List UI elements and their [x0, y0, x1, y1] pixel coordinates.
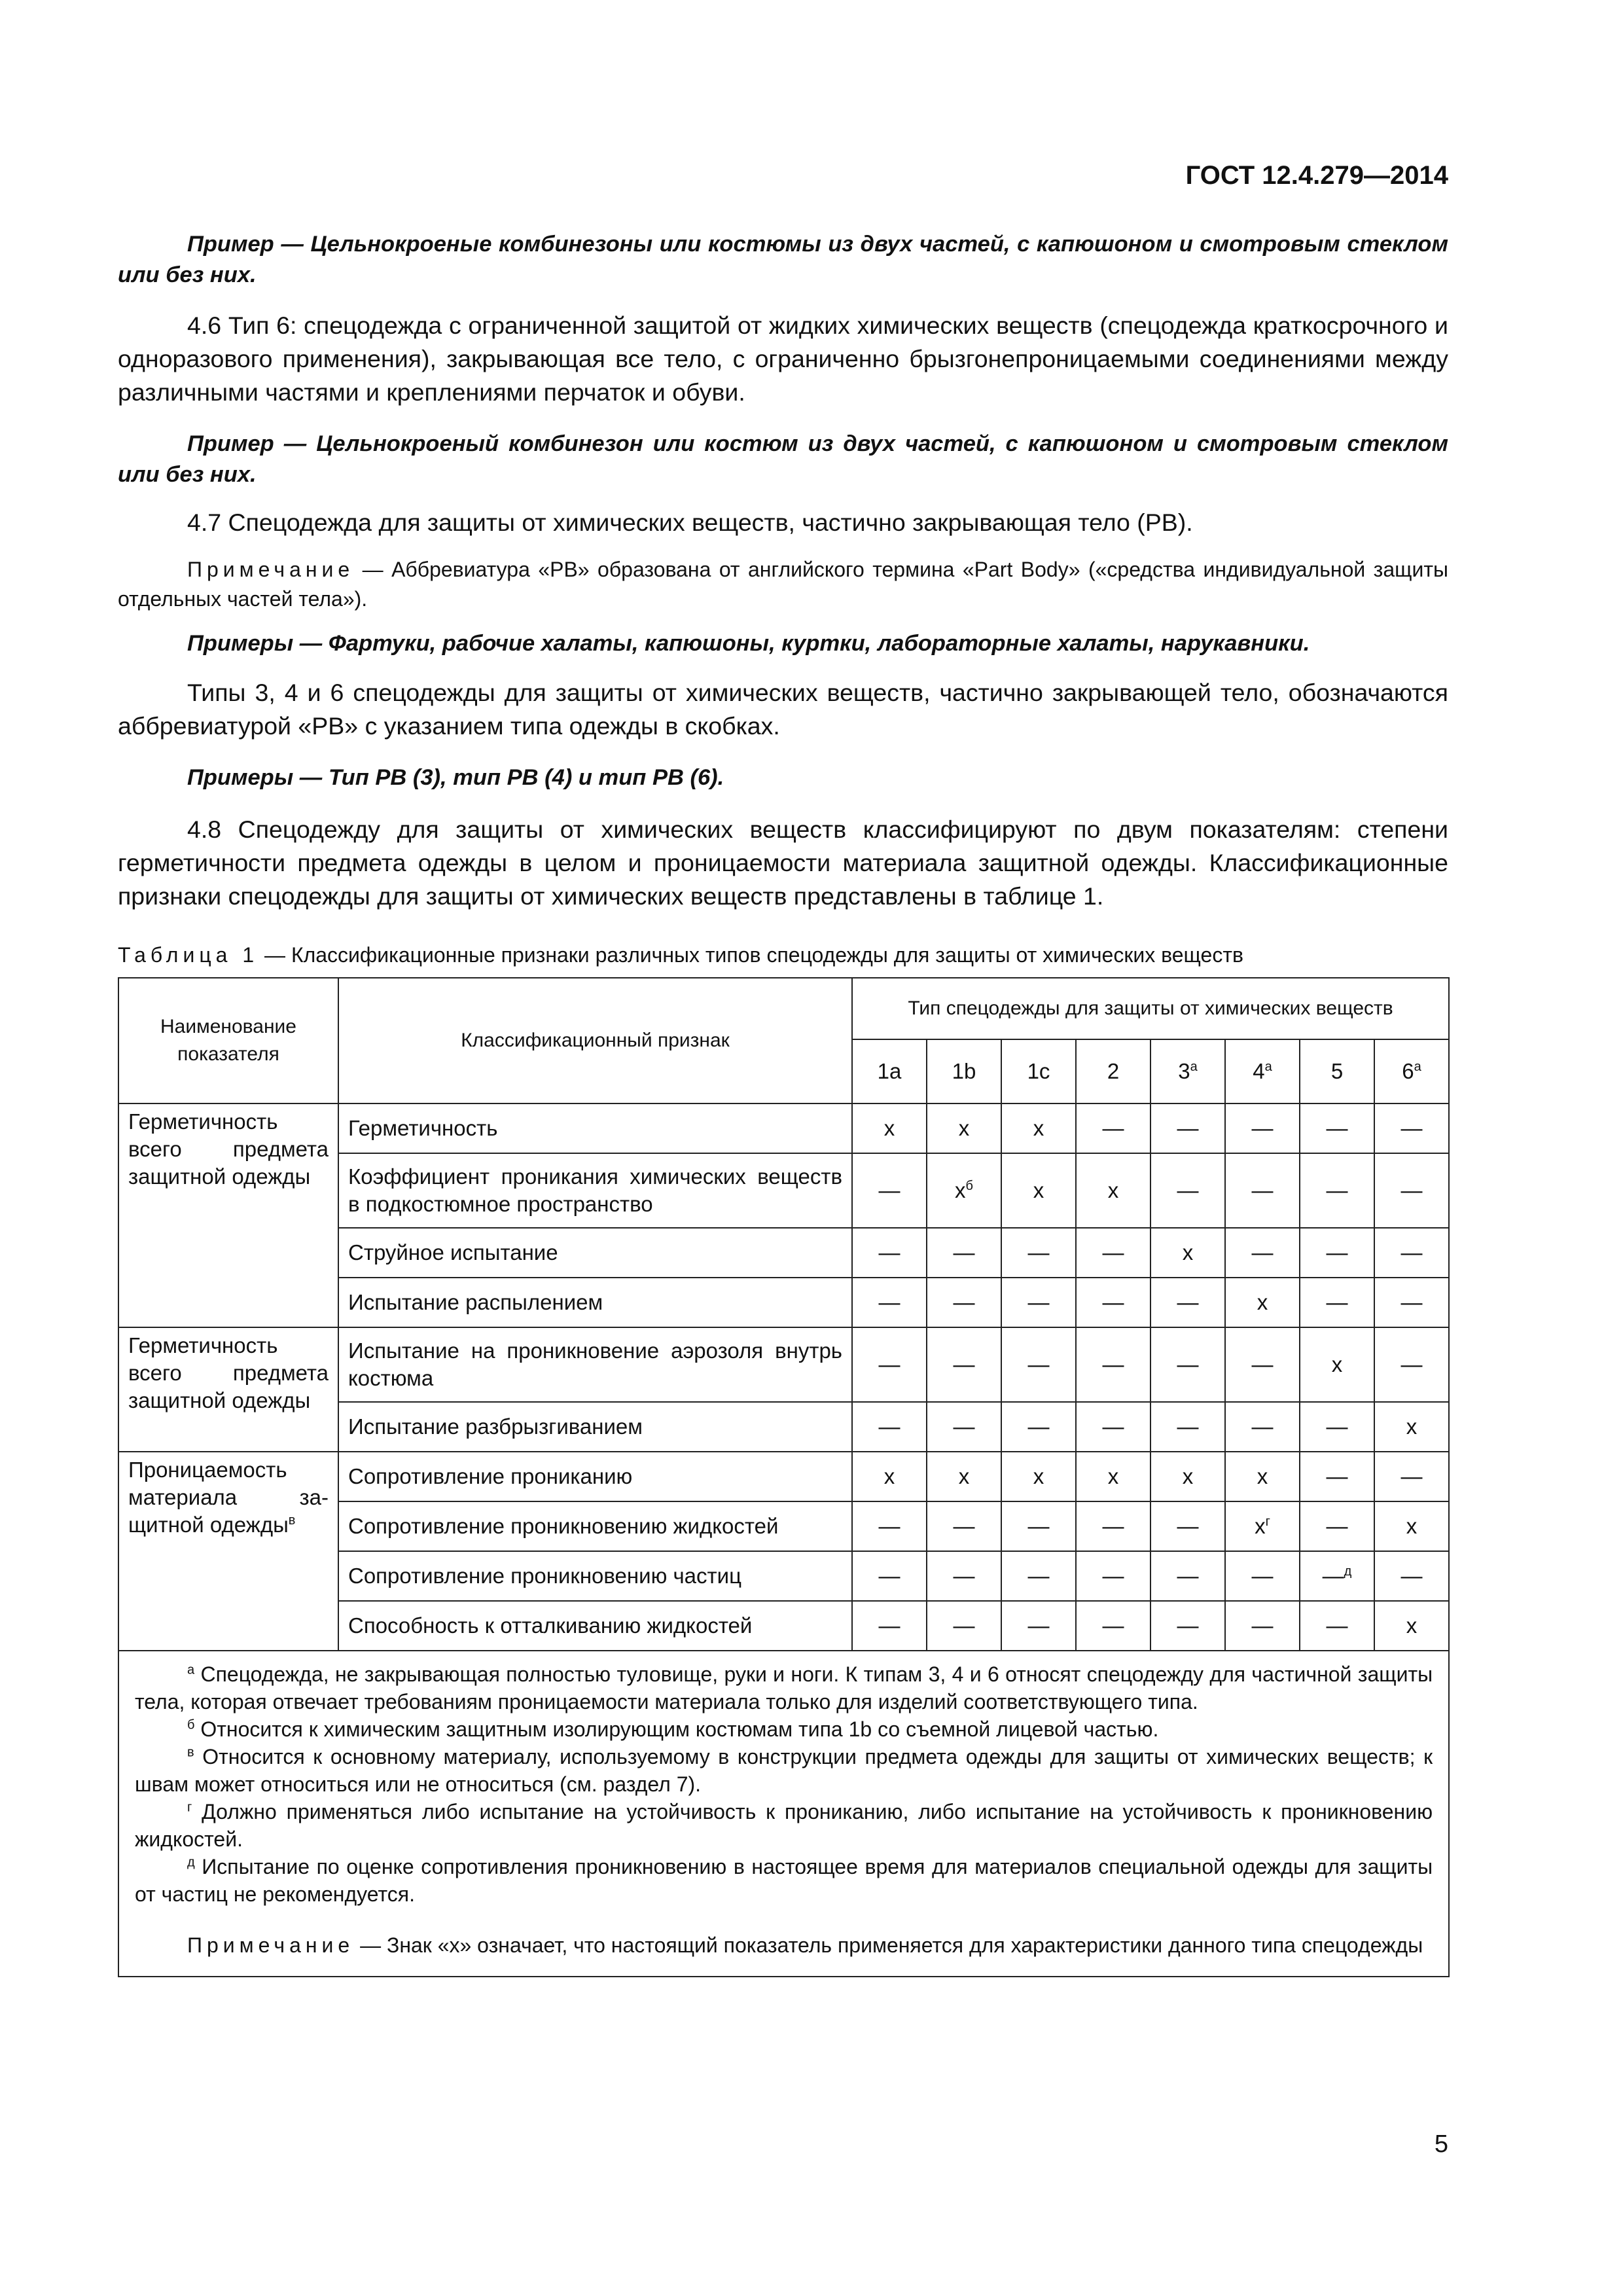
footnote-mark: в	[187, 1745, 194, 1760]
type-value: —	[953, 1290, 975, 1314]
type-value-cell	[1225, 1327, 1300, 1402]
type-value: —	[953, 1414, 975, 1439]
type-value: —	[953, 1613, 975, 1638]
type-value-cell	[1001, 1228, 1076, 1278]
table-row	[118, 1452, 1449, 1501]
type-value-cell	[1225, 1601, 1300, 1651]
type-value-cell	[927, 1278, 1001, 1327]
type-value: —	[1102, 1352, 1124, 1376]
type-value-cell	[927, 1551, 1001, 1601]
type-value: —	[1177, 1178, 1199, 1202]
type-value-cell	[1150, 1452, 1225, 1501]
type-value: —	[878, 1613, 901, 1638]
note-label: Примечание	[187, 558, 355, 581]
type-value: —	[1326, 1240, 1348, 1265]
indicator-text: Герметичность всего предмета защитной одежды	[128, 1333, 329, 1412]
type-value: —	[878, 1514, 901, 1538]
feature-cell: Струйное испытание	[338, 1228, 852, 1278]
type-value-cell	[1374, 1402, 1449, 1452]
value-footnote-mark: г	[1265, 1515, 1270, 1529]
type-value-cell	[1076, 1551, 1150, 1601]
footnote-mark: а	[187, 1662, 195, 1677]
table-footnotes-cell	[118, 1651, 1449, 1977]
footnotes-list	[135, 1660, 1433, 1908]
type-value-cell	[1001, 1278, 1076, 1327]
table-caption	[118, 941, 1448, 969]
indicator-cell	[118, 1452, 338, 1651]
type-value: —	[1251, 1178, 1274, 1202]
type-header-cell	[1300, 1039, 1374, 1103]
type-value-cell	[1076, 1103, 1150, 1153]
type-value-cell	[1076, 1402, 1150, 1452]
type-value-cell	[852, 1402, 927, 1452]
example-3: Примеры — Фартуки, рабочие халаты, капюшоны, куртки, лабораторные халаты, нарукавники.	[187, 631, 1310, 656]
type-value-cell	[1300, 1601, 1374, 1651]
feature-cell: Способность к отталкиванию жидкостей	[338, 1601, 852, 1651]
type-value: —	[953, 1240, 975, 1265]
type-value: —	[1027, 1613, 1050, 1638]
type-value-cell	[1076, 1452, 1150, 1501]
type-value-cell	[1300, 1153, 1374, 1228]
type-footnote-mark: а	[1264, 1060, 1272, 1074]
indicator-footnote-mark: в	[288, 1513, 296, 1528]
type-value-cell	[1374, 1551, 1449, 1601]
type-value: —	[1102, 1514, 1124, 1538]
type-value-cell	[852, 1103, 927, 1153]
type-value: —	[1102, 1116, 1124, 1140]
classification-table	[118, 977, 1450, 1977]
feature-cell: Сопротивление прониканию	[338, 1452, 852, 1501]
type-value-cell	[1300, 1278, 1374, 1327]
type-value-cell	[1300, 1452, 1374, 1501]
type-value-cell	[1374, 1278, 1449, 1327]
type-value-cell	[1001, 1501, 1076, 1551]
example-1: Пример — Цельнокроеные комбинезоны или костюмы из двух частей, с капюшоном и смотровым стеклом или без них.	[118, 232, 1448, 287]
type-value: —	[878, 1414, 901, 1439]
type-value: x	[1182, 1240, 1194, 1265]
type-value-cell	[1150, 1501, 1225, 1551]
type-code: 3	[1178, 1059, 1190, 1083]
type-code: 1c	[1027, 1059, 1050, 1083]
table-footnotes-row	[118, 1651, 1449, 1977]
feature-cell: Испытание разбрызгиванием	[338, 1402, 852, 1452]
type-value: x	[1406, 1514, 1418, 1538]
type-header-cell	[1001, 1039, 1076, 1103]
type-code: 1b	[952, 1059, 976, 1083]
type-value-cell	[1225, 1153, 1300, 1228]
type-value: —	[1400, 1178, 1423, 1202]
type-value: —	[1400, 1564, 1423, 1588]
type-value: —	[1177, 1514, 1199, 1538]
feature-cell: Испытание на проникновение аэрозоля внутрь костюма	[338, 1327, 852, 1402]
type-value-cell	[1300, 1327, 1374, 1402]
indicator-text: Герметичность всего предмета защитной одежды	[128, 1109, 329, 1189]
indicator-text: Проницаемость материала защитной одежды	[128, 1458, 329, 1537]
type-value: —	[1102, 1564, 1124, 1588]
type-footnote-mark: а	[1190, 1060, 1198, 1074]
type-value: —	[1251, 1564, 1274, 1588]
type-value-cell	[1225, 1228, 1300, 1278]
type-value: x	[1255, 1514, 1266, 1538]
type-value: —	[1177, 1613, 1199, 1638]
type-value-cell	[1001, 1601, 1076, 1651]
type-value: —	[1326, 1613, 1348, 1638]
type-value: —	[878, 1290, 901, 1314]
type-value-cell	[852, 1278, 927, 1327]
type-value-cell	[1150, 1327, 1225, 1402]
type-value-cell	[852, 1452, 927, 1501]
type-value-cell	[1225, 1501, 1300, 1551]
type-value-cell	[927, 1327, 1001, 1402]
type-value-cell	[852, 1601, 927, 1651]
type-value-cell	[1001, 1551, 1076, 1601]
type-value: —	[1027, 1414, 1050, 1439]
type-value: x	[1257, 1290, 1268, 1314]
type-value: x	[1107, 1178, 1119, 1202]
footnote	[135, 1743, 1433, 1798]
type-value: x	[1033, 1116, 1044, 1140]
type-code: 2	[1107, 1059, 1120, 1083]
type-value-cell	[852, 1501, 927, 1551]
feature-cell: Герметичность	[338, 1103, 852, 1153]
type-value: —	[1400, 1352, 1423, 1376]
type-value: —	[1102, 1290, 1124, 1314]
type-header-cell	[1076, 1039, 1150, 1103]
type-value-cell	[852, 1327, 927, 1402]
type-value: x	[1107, 1464, 1119, 1488]
type-value: x	[1033, 1464, 1044, 1488]
type-value-cell	[1150, 1402, 1225, 1452]
table-caption-text: — Классификационные признаки различных типов спецодежды для защиты от химических веществ	[259, 943, 1243, 967]
type-value-cell	[1001, 1402, 1076, 1452]
type-header-cell	[852, 1039, 927, 1103]
type-value: —	[1177, 1290, 1199, 1314]
type-value: —	[1251, 1352, 1274, 1376]
type-value-cell	[927, 1452, 1001, 1501]
feature-cell: Сопротивление проникновению частиц	[338, 1551, 852, 1601]
type-header-cell	[927, 1039, 1001, 1103]
type-value-cell	[1001, 1153, 1076, 1228]
type-value-cell	[927, 1228, 1001, 1278]
type-value-cell	[1150, 1153, 1225, 1228]
type-value-cell	[1001, 1327, 1076, 1402]
type-value: x	[883, 1116, 895, 1140]
type-value: —	[1400, 1116, 1423, 1140]
type-value-cell	[1300, 1402, 1374, 1452]
type-value: —	[1251, 1240, 1274, 1265]
type-value: —	[1400, 1290, 1423, 1314]
type-value: —	[953, 1514, 975, 1538]
type-value: —	[1400, 1240, 1423, 1265]
type-value-cell	[1225, 1452, 1300, 1501]
type-value-cell	[1150, 1551, 1225, 1601]
type-value: —	[1326, 1514, 1348, 1538]
type-value: x	[1033, 1178, 1044, 1202]
type-value-cell	[1076, 1228, 1150, 1278]
table-note-text: — Знак «x» означает, что настоящий показатель применяется для характеристики данного типа спецодежды	[354, 1933, 1423, 1957]
type-value-cell	[1374, 1103, 1449, 1153]
type-value: —	[878, 1352, 901, 1376]
type-value-cell	[1150, 1601, 1225, 1651]
table-row	[118, 1103, 1449, 1153]
table-caption-label: Таблица 1	[118, 943, 259, 967]
type-value: —	[1251, 1613, 1274, 1638]
type-value: —	[1177, 1564, 1199, 1588]
type-value-cell	[1300, 1228, 1374, 1278]
type-value: —	[878, 1240, 901, 1265]
type-value: —	[1027, 1240, 1050, 1265]
note-text: — Аббревиатура «PB» образована от английского термина «Part Body» («средства индивидуальной защиты отдельных частей тела»).	[118, 558, 1448, 611]
feature-cell: Испытание распылением	[338, 1278, 852, 1327]
footnote-text: Относится к химическим защитным изолирующим костюмам типа 1b со съемной лицевой частью.	[194, 1717, 1159, 1741]
type-value: —	[1027, 1514, 1050, 1538]
type-value-cell	[1374, 1153, 1449, 1228]
header-types: Тип спецодежды для защиты от химических веществ	[852, 978, 1449, 1039]
type-value: —	[1027, 1564, 1050, 1588]
type-value-cell	[1076, 1278, 1150, 1327]
indicator-cell	[118, 1103, 338, 1327]
type-value-cell	[927, 1501, 1001, 1551]
type-value-cell	[1150, 1103, 1225, 1153]
type-value-cell	[927, 1153, 1001, 1228]
type-value: —	[1177, 1116, 1199, 1140]
type-value-cell	[927, 1402, 1001, 1452]
type-code: 5	[1330, 1059, 1344, 1083]
type-value-cell	[1374, 1452, 1449, 1501]
type-value: x	[1182, 1464, 1194, 1488]
feature-cell: Сопротивление проникновению жидкостей	[338, 1501, 852, 1551]
type-value: —	[1326, 1116, 1348, 1140]
type-value-cell	[1076, 1153, 1150, 1228]
type-value: x	[1331, 1352, 1343, 1376]
type-value-cell	[1225, 1278, 1300, 1327]
footnote-mark: б	[187, 1717, 195, 1732]
footnote-text: Спецодежда, не закрывающая полностью туловище, руки и ноги. К типам 3, 4 и 6 относят спецодежду для частичной защиты тела, которая отвечает требованиям проницаемости материала только для изделий соответствующего типа.	[135, 1662, 1433, 1713]
type-value-cell	[852, 1551, 927, 1601]
type-value: —	[1177, 1352, 1199, 1376]
type-value-cell	[1076, 1601, 1150, 1651]
type-value-cell	[1300, 1551, 1374, 1601]
type-value-cell	[852, 1228, 927, 1278]
type-value: x	[1257, 1464, 1268, 1488]
type-value: —	[1326, 1178, 1348, 1202]
footnote-mark: г	[187, 1800, 192, 1815]
example-2: Пример — Цельнокроеный комбинезон или костюм из двух частей, с капюшоном и смотровым стеклом или без них.	[118, 431, 1448, 487]
type-value: —	[1326, 1464, 1348, 1488]
type-value: —	[1027, 1352, 1050, 1376]
type-value-cell	[1150, 1228, 1225, 1278]
type-value: —	[1177, 1414, 1199, 1439]
type-value-cell	[1374, 1327, 1449, 1402]
type-value: —	[1102, 1240, 1124, 1265]
footnote-text: Относится к основному материалу, используемому в конструкции предмета одежды для защиты от химических веществ; к швам может относиться или не относиться (см. раздел 7).	[135, 1745, 1433, 1796]
type-value: x	[958, 1464, 970, 1488]
type-value: x	[1406, 1414, 1418, 1439]
type-value-cell	[1300, 1103, 1374, 1153]
clause-4-8: 4.8 Спецодежду для защиты от химических веществ классифицируют по двум показателям: степени герметичности предмета одежды в целом и проницаемости материала защитной одежды. Классификационные признаки спецодежды для защиты от химических веществ представлены в таблице 1.	[118, 816, 1448, 910]
type-value-cell	[1225, 1551, 1300, 1601]
page-body	[118, 151, 1448, 1977]
type-value-cell	[1225, 1402, 1300, 1452]
type-code: 6	[1402, 1059, 1414, 1083]
type-header-cell	[1150, 1039, 1225, 1103]
type-value: x	[883, 1464, 895, 1488]
type-value-cell	[1150, 1278, 1225, 1327]
footnote-text: Испытание по оценке сопротивления проникновению в настоящее время для материалов специальной одежды для защиты от частиц не рекомендуется.	[135, 1855, 1433, 1906]
type-value-cell	[1001, 1452, 1076, 1501]
indicator-cell	[118, 1327, 338, 1452]
example-4: Примеры — Тип PB (3), тип PB (4) и тип PB (6).	[187, 765, 724, 790]
type-value: —	[1102, 1414, 1124, 1439]
header-indicator: Наименование показателя	[118, 978, 338, 1103]
type-value-cell	[1374, 1601, 1449, 1651]
footnote	[135, 1715, 1433, 1743]
paragraph-types: Типы 3, 4 и 6 спецодежды для защиты от химических веществ, частично закрывающей тело, обозначаются аббревиатурой «PB» с указанием типа одежды в скобках.	[118, 679, 1448, 740]
type-value: x	[1406, 1613, 1418, 1638]
document-header: ГОСТ 12.4.279—2014	[1185, 161, 1448, 190]
type-value: —	[1400, 1464, 1423, 1488]
table-row	[118, 1327, 1449, 1402]
footnote-text: Должно применяться либо испытание на устойчивость к прониканию, либо испытание на устойчивость к проникновению жидкостей.	[135, 1800, 1433, 1851]
type-value: —	[878, 1564, 901, 1588]
type-value-cell	[1374, 1501, 1449, 1551]
type-value: —	[1322, 1564, 1344, 1588]
type-code: 1a	[877, 1059, 902, 1083]
type-value-cell	[1076, 1501, 1150, 1551]
type-value: —	[878, 1178, 901, 1202]
type-footnote-mark: а	[1414, 1060, 1421, 1074]
header-feature: Классификационный признак	[338, 978, 852, 1103]
value-footnote-mark: б	[965, 1179, 973, 1193]
clause-4-7: 4.7 Спецодежда для защиты от химических веществ, частично закрывающая тело (PB).	[187, 509, 1193, 536]
type-header-cell	[1374, 1039, 1449, 1103]
type-value-cell	[1225, 1103, 1300, 1153]
type-value-cell	[927, 1103, 1001, 1153]
type-value: —	[1251, 1116, 1274, 1140]
table-note-label: Примечание	[187, 1933, 355, 1957]
type-value-cell	[1001, 1103, 1076, 1153]
type-value-cell	[1374, 1228, 1449, 1278]
type-value-cell	[1300, 1501, 1374, 1551]
footnote	[135, 1798, 1433, 1853]
type-value: —	[953, 1352, 975, 1376]
page-number: 5	[1434, 2130, 1448, 2158]
feature-cell: Коэффициент проникания химических веществ в подкостюмное пространство	[338, 1153, 852, 1228]
clause-4-6: 4.6 Тип 6: спецодежда с ограниченной защитой от жидких химических веществ (спецодежда краткосрочного и одноразового применения), закрывающая все тело, с ограниченно брызгонепроницаемыми соединениями между различными частями и креплениями перчаток и обуви.	[118, 312, 1448, 406]
type-value-cell	[927, 1601, 1001, 1651]
type-value: —	[953, 1564, 975, 1588]
type-value: x	[958, 1116, 970, 1140]
footnote	[135, 1853, 1433, 1908]
type-value-cell	[852, 1153, 927, 1228]
note-pb	[118, 555, 1448, 614]
type-value: x	[955, 1178, 966, 1202]
value-footnote-mark: д	[1344, 1564, 1352, 1579]
type-value: —	[1102, 1613, 1124, 1638]
type-value: —	[1027, 1290, 1050, 1314]
type-value: —	[1251, 1414, 1274, 1439]
type-value: —	[1326, 1290, 1348, 1314]
footnote-mark: д	[187, 1855, 195, 1870]
type-value-cell	[1076, 1327, 1150, 1402]
footnote	[135, 1660, 1433, 1715]
type-value: —	[1326, 1414, 1348, 1439]
type-code: 4	[1253, 1059, 1265, 1083]
table-header-row	[118, 978, 1449, 1039]
table-note	[135, 1931, 1433, 1959]
type-header-cell	[1225, 1039, 1300, 1103]
